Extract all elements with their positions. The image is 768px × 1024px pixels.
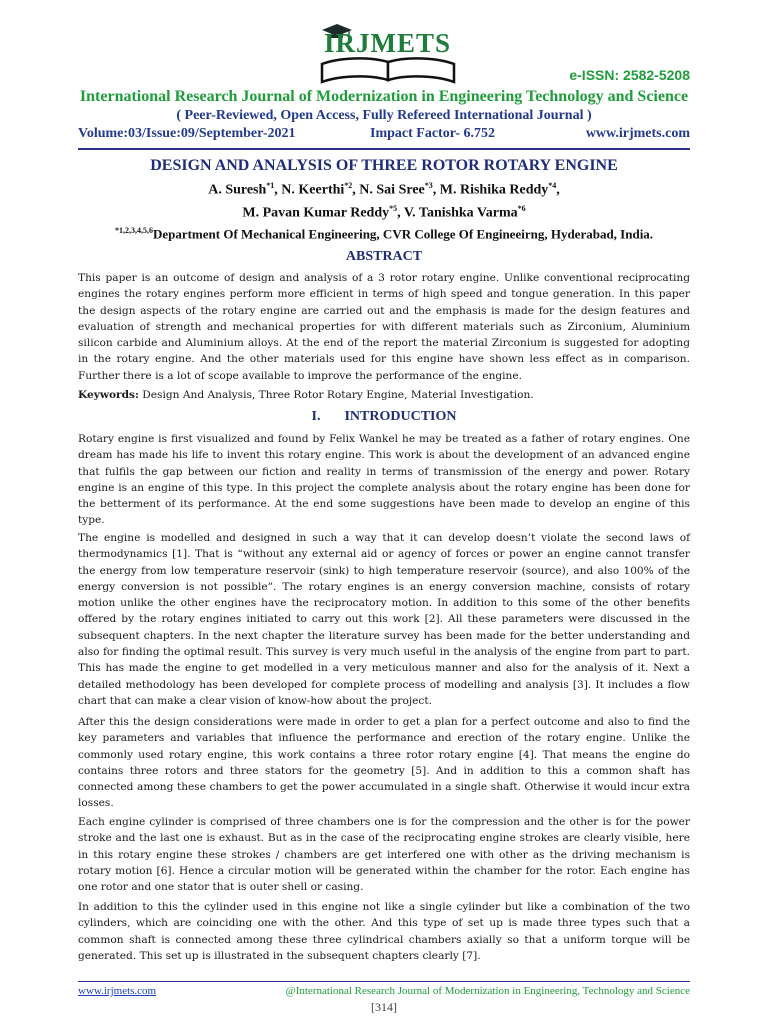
issn-number: e-ISSN: 2582-5208 [569,67,690,83]
author-sup: *5 [389,204,398,213]
journal-title: International Research Journal of Modernization in Engineering Technology and Science [79,88,689,105]
introduction-heading [0,409,768,425]
peer-review-line: ( Peer-Reviewed, Open Access, Fully Refereed International Journal ) [176,108,592,123]
section-number: I. [311,409,321,424]
intro-paragraph: Rotary engine is first visualized and found by Felix Wankel he may be treated as a father of rotary engines. One dream has made his life to invent this rotary engine. This work is about the development of an advanced engine that fulfils the gap between our fiction and reality in terms of transmission of the energy and power. Rotary engine is an engine of this type. In this project the complete analysis about the rotary engine has been done for the betterment of its performance. At the end some suggestions have been made to develop an engine of this type. [78,433,690,527]
author-sup: *2 [344,181,353,190]
author-name: V. Tanishka Varma [403,205,518,221]
affiliation-text: Department Of Mechanical Engineering, CVR College Of Engineeirng, Hyderabad, India. [152,226,654,242]
footer-divider [78,981,690,982]
intro-paragraph: The engine is modelled and designed in such a way that it can develop doesn’t violate the second laws of thermodynamics [1]. That is “without any external aid or agency of forces or power an engine cannot transfer the energy from low temperature reservoir (sink) to high temperature reservoir (source), and also 100% of the energy conversion is not possible”. The rotary engines is an energy conversion machine, consists of rotary motion unlike the other engines have the reciprocatory motion. In addition to this some of the other benefits offered by the rotary engines initiated to carry out this work [2]. All these parameters were discussed in the subsequent chapters. In the next chapter the literature survey has been made for the better understanding and also for finding the optimal result. This survey is very much useful in the analysis of the engine from part to part. This has made the engine to get modelled in a very meticulous manner and also for the analysis of it. Next a detailed methodology has been developed for complete process of modelling and analysis [3]. It includes a flow chart that can make a clear vision of know-how about the project. [78,532,690,707]
intro-paragraph: After this the design considerations were made in order to get a plan for a perfect outcome and also to find the key parameters and variables that influence the performance and erection of the rotary engine. Unlike the commonly used rotary engine, this work contains a three rotor rotary engine [4]. That means the engine do contains three rotors and three stators for the geometry [5]. And in addition to this a common shaft has connected among these chambers to get the power accumulated in a single shaft. Otherwise it would incur extra losses. [78,716,690,810]
journal-logo [318,12,458,82]
intro-paragraph: Each engine cylinder is comprised of three chambers one is for the compression and the other is for the power stroke and the last one is exhaust. But as in the case of the reciprocating engine strokes are clearly visible, here in this rotary engine these strokes / chambers are get interfered one with other as the driving mechanism is rotary motion [6]. Hence a circular motion will be generated within the chamber for the rotor. Each engine has one rotor and one stator that is outer shell or casing. [78,816,690,894]
abstract-heading: ABSTRACT [345,249,423,264]
author-line-2: M. Pavan Kumar Reddy$^{*5}$, V. Tanishka Varma$^{*6}$ [242,204,526,221]
section-title: INTRODUCTION [344,409,457,424]
author-sup: *1 [266,181,275,190]
header-divider [78,148,690,150]
impact-factor: Impact Factor- 6.752 [370,126,496,141]
paper-title: DESIGN AND ANALYSIS OF THREE ROTOR ROTARY ENGINE [150,157,618,174]
footer-website-link[interactable]: www.irjmets.com [78,985,157,997]
abstract-text: This paper is an outcome of design and analysis of a 3 rotor rotary engine. Unlike conventional reciprocating engines the rotary engines perform more efficient in terms of high speed and tongue generation. In this paper the design aspects of the rotary engine are carried out and the emphasis is made for the design features and evaluation of strength and mechanical properties for with different materials such as Zirconium, Aluminium silicon carbide and Aluminium alloys. At the end of the report the material Zirconium is suggested for adopting in the rotary engine. And the other materials used for this engine have shown less effect as in comparison. Further there is a lot of scope available to improve the performance of the engine. [78,272,690,382]
journal-website[interactable]: www.irjmets.com [585,126,690,141]
page-number: [314] [371,1000,397,1014]
author-sup: *3 [424,181,433,190]
author-name: M. Pavan Kumar Reddy [242,205,390,221]
keywords-label: Keywords: [78,389,139,401]
intro-paragraph: In addition to this the cylinder used in this engine not like a single cylinder but like a combination of the two cylinders, which are coinciding one with the other. And this type of set up is made three types such that a common shaft is connected among these three cylindrical chambers axially so that a uniform torque will be generated. This set up is illustrated in the subsequent chapters clearly [7]. [78,901,690,962]
author-line-1: A. Suresh$^{*1}$, N. Keerthi$^{*2}$, N. Sai Sree$^{*3}$, M. Rishika Reddy$^{*4}$, [208,181,560,198]
footer-copyright: @International Research Journal of Modernization in Engineering, Technology and Science [285,985,690,997]
author-name: N. Keerthi [281,182,345,198]
keywords [78,387,690,403]
author-name: M. Rishika Reddy [439,182,549,198]
open-book-icon [318,56,458,86]
logo-wordmark: IRJMETS [324,28,452,58]
author-sup: *6 [517,204,526,213]
keywords-text: Design And Analysis, Three Rotor Rotary Engine, Material Investigation. [142,389,534,401]
affiliation [0,226,768,242]
affiliation-sup: *1,2,3,4,5,6 [114,226,153,235]
volume-issue: Volume:03/Issue:09/September-2021 [78,126,296,141]
volume-line [78,126,690,146]
author-name: A. Suresh [208,182,267,198]
author-sup: *4 [548,181,557,190]
author-name: N. Sai Sree [359,182,425,198]
